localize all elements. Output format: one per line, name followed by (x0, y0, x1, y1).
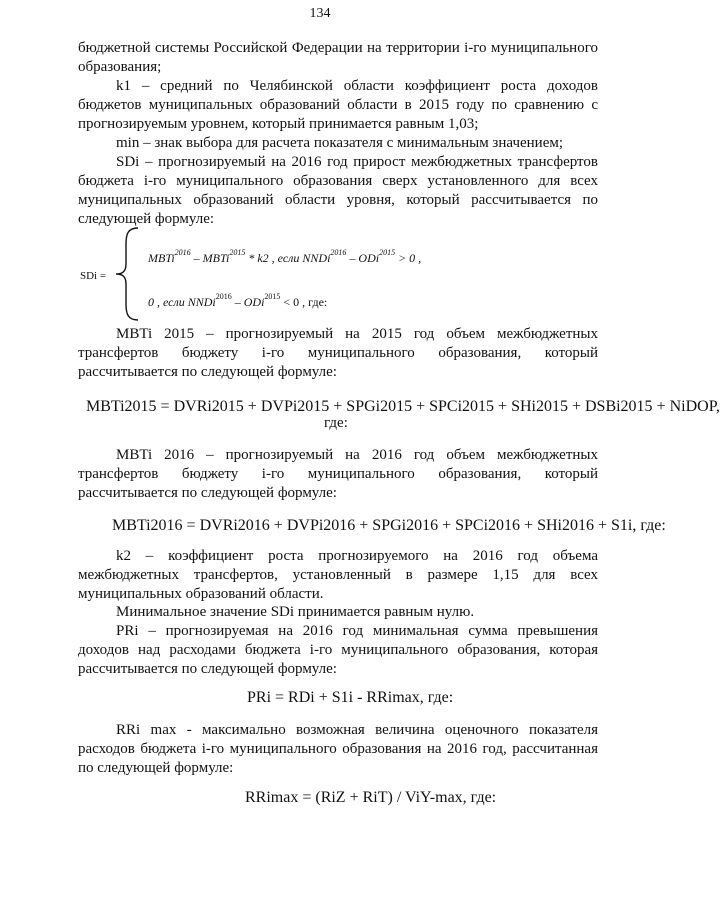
paragraph-k1: k1 – средний по Челябинской области коэффициент роста доходов бюджетов муниципальных образований области в 2015 году по сравнению с прогнозируемым уровнем, который принимается равным 1,03; (78, 78, 598, 132)
formula-rr: RRimax = (RiZ + RiT) / ViY-max, где: (245, 789, 497, 806)
left-brace-icon (114, 226, 142, 322)
paragraph-mbt-2015: MBTi 2015 – прогнозируемый на 2015 год объем межбюджетных трансфертов бюджету i-го муниципального образования, который рассчитывается по следующей формуле: (78, 326, 598, 380)
paragraph-sd: SDi – прогнозируемый на 2016 год прирост межбюджетных трансфертов бюджета i-го муниципального образования сверх установленного для всех муниципальных образований области уровня, который рассчитывается по следующей формуле: (78, 154, 598, 227)
page-number: 134 (309, 6, 331, 21)
sd-formula-lhs: SDi = (80, 270, 107, 282)
paragraph-k2: k2 – коэффициент роста прогнозируемого на 2016 год объема межбюджетных трансфертов, установленный в размере 1,15 для всех муниципальных образований области. (78, 548, 598, 602)
sd-formula-case2: 0 , если NNDi$^{2016}$ – ODi$^{2015}$ < 0 , где: (148, 292, 328, 309)
paragraph-rr: RRi max - максимально возможная величина оценочного показателя расходов бюджета i-го муниципального образования на 2016 год, рассчитанная по следующей формуле: (78, 722, 598, 776)
formula-pr: PRi = RDi + S1i - RRimax, где: (247, 689, 454, 706)
sd-formula-case1: MBTi$^{2016}$ – MBTi$^{2015}$ * k2 , если NNDi$^{2016}$ – ODi$^{2015}$ > 0 , (148, 248, 422, 265)
paragraph-min: min – знак выбора для расчета показателя с минимальным значением; (116, 135, 564, 151)
paragraph-budget-system: бюджетной системы Российской Федерации на территории i-го муниципального образования; (78, 40, 598, 75)
paragraph-mbt-2016: MBTi 2016 – прогнозируемый на 2016 год объем межбюджетных трансфертов бюджету i-го муниципального образования, который рассчитывается по следующей формуле: (78, 447, 598, 501)
paragraph-min-value: Минимальное значение SDi принимается равным нулю. (116, 604, 475, 620)
formula-mbt-2015-where: где: (324, 415, 348, 431)
formula-mbt-2015: MBTi2015 = DVRi2015 + DVPi2015 + SPGi2015 + SPCi2015 + SHi2015 + DSBi2015 + NiDOP, (86, 398, 720, 415)
formula-mbt-2016: MBTi2016 = DVRi2016 + DVPi2016 + SPGi2016 + SPCi2016 + SHi2016 + S1i, где: (112, 517, 666, 534)
paragraph-pr: PRi – прогнозируемая на 2016 год минимальная сумма превышения доходов над расходами бюджета i-го муниципального образования, которая рассчитывается по следующей формуле: (78, 623, 598, 677)
